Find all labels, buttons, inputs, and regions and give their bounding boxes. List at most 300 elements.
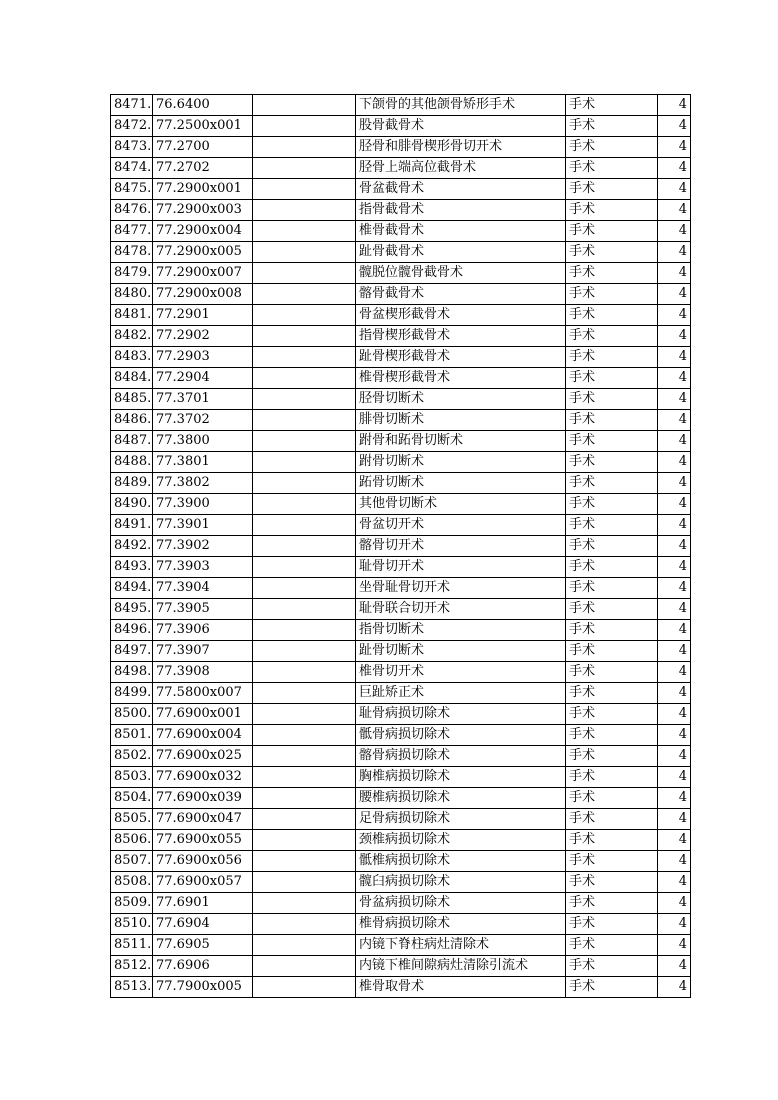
row-sequence-number: 8510.	[111, 914, 153, 935]
procedure-name: 颈椎病损切除术	[356, 830, 566, 851]
row-sequence-number: 8498.	[111, 662, 153, 683]
procedure-code: 77.2900x001	[153, 179, 253, 200]
procedure-name: 跗骨切断术	[356, 452, 566, 473]
extension-code	[253, 620, 356, 641]
procedure-name: 坐骨耻骨切开术	[356, 578, 566, 599]
extension-code	[253, 158, 356, 179]
procedure-code: 77.6905	[153, 935, 253, 956]
procedure-type: 手术	[566, 158, 658, 179]
extension-code	[253, 746, 356, 767]
table-row	[111, 179, 691, 200]
procedure-name: 耻骨病损切除术	[356, 704, 566, 725]
table-row	[111, 977, 691, 998]
surgery-level: 4	[658, 368, 691, 389]
surgery-level: 4	[658, 494, 691, 515]
procedure-type: 手术	[566, 557, 658, 578]
table-row	[111, 263, 691, 284]
table-row	[111, 368, 691, 389]
surgery-level: 4	[658, 683, 691, 704]
procedure-type: 手术	[566, 641, 658, 662]
surgery-level: 4	[658, 431, 691, 452]
procedure-code: 77.5800x007	[153, 683, 253, 704]
procedure-code: 77.6900x025	[153, 746, 253, 767]
procedure-name: 椎骨截骨术	[356, 221, 566, 242]
surgery-level: 4	[658, 725, 691, 746]
extension-code	[253, 557, 356, 578]
table-row	[111, 221, 691, 242]
extension-code	[253, 788, 356, 809]
row-sequence-number: 8492.	[111, 536, 153, 557]
procedure-code: 77.2700	[153, 137, 253, 158]
table-row	[111, 431, 691, 452]
table-row	[111, 389, 691, 410]
table-row	[111, 704, 691, 725]
row-sequence-number: 8481.	[111, 305, 153, 326]
extension-code	[253, 515, 356, 536]
table-row	[111, 599, 691, 620]
procedure-name: 内镜下脊柱病灶清除术	[356, 935, 566, 956]
procedure-type: 手术	[566, 473, 658, 494]
row-sequence-number: 8496.	[111, 620, 153, 641]
extension-code	[253, 452, 356, 473]
surgery-level: 4	[658, 200, 691, 221]
extension-code	[253, 578, 356, 599]
table-row	[111, 95, 691, 116]
extension-code	[253, 473, 356, 494]
procedure-code: 77.3905	[153, 599, 253, 620]
surgery-level: 4	[658, 389, 691, 410]
procedure-type: 手术	[566, 977, 658, 998]
procedure-code: 77.6900x032	[153, 767, 253, 788]
procedure-code: 77.3901	[153, 515, 253, 536]
procedure-code: 77.2500x001	[153, 116, 253, 137]
row-sequence-number: 8493.	[111, 557, 153, 578]
procedure-name: 耻骨联合切开术	[356, 599, 566, 620]
procedure-type: 手术	[566, 830, 658, 851]
extension-code	[253, 221, 356, 242]
row-sequence-number: 8489.	[111, 473, 153, 494]
procedure-name: 指骨楔形截骨术	[356, 326, 566, 347]
surgery-level: 4	[658, 305, 691, 326]
extension-code	[253, 368, 356, 389]
procedure-name: 胫骨切断术	[356, 389, 566, 410]
procedure-name: 胫骨和腓骨楔形骨切开术	[356, 137, 566, 158]
procedure-type: 手术	[566, 893, 658, 914]
extension-code	[253, 284, 356, 305]
surgery-level: 4	[658, 599, 691, 620]
procedure-type: 手术	[566, 242, 658, 263]
procedure-type: 手术	[566, 410, 658, 431]
row-sequence-number: 8480.	[111, 284, 153, 305]
row-sequence-number: 8511.	[111, 935, 153, 956]
procedure-code: 77.2901	[153, 305, 253, 326]
procedure-name: 髋脱位髋骨截骨术	[356, 263, 566, 284]
row-sequence-number: 8474.	[111, 158, 153, 179]
procedure-code: 77.3903	[153, 557, 253, 578]
table-row	[111, 914, 691, 935]
row-sequence-number: 8472.	[111, 116, 153, 137]
surgery-level: 4	[658, 284, 691, 305]
procedure-code: 77.3904	[153, 578, 253, 599]
table-row	[111, 746, 691, 767]
procedure-name: 骨盆切开术	[356, 515, 566, 536]
extension-code	[253, 662, 356, 683]
table-row	[111, 641, 691, 662]
table-row	[111, 515, 691, 536]
surgery-level: 4	[658, 893, 691, 914]
table-row	[111, 809, 691, 830]
procedure-code: 77.7900x005	[153, 977, 253, 998]
procedure-name: 内镜下椎间隙病灶清除引流术	[356, 956, 566, 977]
procedure-type: 手术	[566, 389, 658, 410]
procedure-name: 下颌骨的其他颌骨矫形手术	[356, 95, 566, 116]
procedure-name: 跗骨和跖骨切断术	[356, 431, 566, 452]
surgery-level: 4	[658, 557, 691, 578]
table-row	[111, 473, 691, 494]
procedure-name: 椎骨取骨术	[356, 977, 566, 998]
table-row	[111, 284, 691, 305]
procedure-type: 手术	[566, 851, 658, 872]
procedure-code: 77.3701	[153, 389, 253, 410]
extension-code	[253, 200, 356, 221]
procedure-code: 77.2900x003	[153, 200, 253, 221]
surgery-level: 4	[658, 452, 691, 473]
surgery-level: 4	[658, 830, 691, 851]
surgery-level: 4	[658, 956, 691, 977]
table-row	[111, 326, 691, 347]
row-sequence-number: 8476.	[111, 200, 153, 221]
extension-code	[253, 242, 356, 263]
procedure-type: 手术	[566, 746, 658, 767]
procedure-name: 椎骨病损切除术	[356, 914, 566, 935]
surgery-level: 4	[658, 578, 691, 599]
procedure-code: 77.2904	[153, 368, 253, 389]
table-row	[111, 935, 691, 956]
procedure-name: 指骨截骨术	[356, 200, 566, 221]
row-sequence-number: 8495.	[111, 599, 153, 620]
extension-code	[253, 893, 356, 914]
table-row	[111, 557, 691, 578]
procedure-type: 手术	[566, 809, 658, 830]
procedure-type: 手术	[566, 326, 658, 347]
procedure-code: 77.6900x056	[153, 851, 253, 872]
procedure-name: 耻骨切开术	[356, 557, 566, 578]
procedure-name: 骨盆病损切除术	[356, 893, 566, 914]
row-sequence-number: 8471.	[111, 95, 153, 116]
procedure-type: 手术	[566, 179, 658, 200]
surgery-level: 4	[658, 914, 691, 935]
row-sequence-number: 8484.	[111, 368, 153, 389]
extension-code	[253, 956, 356, 977]
procedure-type: 手术	[566, 578, 658, 599]
row-sequence-number: 8473.	[111, 137, 153, 158]
row-sequence-number: 8490.	[111, 494, 153, 515]
extension-code	[253, 536, 356, 557]
table-row	[111, 893, 691, 914]
table-row	[111, 305, 691, 326]
procedure-name: 骨盆截骨术	[356, 179, 566, 200]
procedure-code: 77.2900x008	[153, 284, 253, 305]
row-sequence-number: 8478.	[111, 242, 153, 263]
procedure-code: 77.6900x004	[153, 725, 253, 746]
surgery-level: 4	[658, 473, 691, 494]
row-sequence-number: 8504.	[111, 788, 153, 809]
procedure-type: 手术	[566, 515, 658, 536]
procedure-type: 手术	[566, 599, 658, 620]
table-row	[111, 410, 691, 431]
row-sequence-number: 8512.	[111, 956, 153, 977]
surgery-level: 4	[658, 872, 691, 893]
row-sequence-number: 8507.	[111, 851, 153, 872]
table-row	[111, 788, 691, 809]
procedure-type: 手术	[566, 788, 658, 809]
procedure-type: 手术	[566, 725, 658, 746]
table-row	[111, 851, 691, 872]
extension-code	[253, 914, 356, 935]
procedure-name: 腓骨切断术	[356, 410, 566, 431]
procedure-name: 骶椎病损切除术	[356, 851, 566, 872]
surgery-level: 4	[658, 221, 691, 242]
procedure-code: 77.2900x007	[153, 263, 253, 284]
procedure-type: 手术	[566, 116, 658, 137]
procedure-type: 手术	[566, 368, 658, 389]
row-sequence-number: 8491.	[111, 515, 153, 536]
extension-code	[253, 851, 356, 872]
procedure-name: 椎骨楔形截骨术	[356, 368, 566, 389]
surgery-level: 4	[658, 809, 691, 830]
table-row	[111, 578, 691, 599]
surgery-level: 4	[658, 179, 691, 200]
table-row	[111, 620, 691, 641]
surgery-level: 4	[658, 326, 691, 347]
row-sequence-number: 8499.	[111, 683, 153, 704]
procedure-type: 手术	[566, 662, 658, 683]
procedure-type: 手术	[566, 263, 658, 284]
row-sequence-number: 8508.	[111, 872, 153, 893]
surgery-level: 4	[658, 137, 691, 158]
extension-code	[253, 137, 356, 158]
surgery-level: 4	[658, 536, 691, 557]
extension-code	[253, 977, 356, 998]
procedure-code: 77.2900x005	[153, 242, 253, 263]
extension-code	[253, 830, 356, 851]
procedure-type: 手术	[566, 452, 658, 473]
extension-code	[253, 116, 356, 137]
procedure-type: 手术	[566, 305, 658, 326]
procedure-code: 77.3902	[153, 536, 253, 557]
procedure-code: 77.6900x039	[153, 788, 253, 809]
row-sequence-number: 8488.	[111, 452, 153, 473]
extension-code	[253, 389, 356, 410]
procedure-type: 手术	[566, 956, 658, 977]
row-sequence-number: 8505.	[111, 809, 153, 830]
table-row	[111, 830, 691, 851]
row-sequence-number: 8477.	[111, 221, 153, 242]
procedure-code: 77.2902	[153, 326, 253, 347]
extension-code	[253, 683, 356, 704]
procedure-code: 77.3800	[153, 431, 253, 452]
surgery-level: 4	[658, 746, 691, 767]
table-row	[111, 242, 691, 263]
row-sequence-number: 8486.	[111, 410, 153, 431]
procedure-code: 77.2702	[153, 158, 253, 179]
procedure-name: 髂骨病损切除术	[356, 746, 566, 767]
procedure-code: 77.6906	[153, 956, 253, 977]
procedure-code: 77.3908	[153, 662, 253, 683]
procedure-code: 77.6901	[153, 893, 253, 914]
procedure-code: 76.6400	[153, 95, 253, 116]
procedure-type: 手术	[566, 284, 658, 305]
procedure-type: 手术	[566, 620, 658, 641]
procedure-type: 手术	[566, 347, 658, 368]
extension-code	[253, 305, 356, 326]
procedure-type: 手术	[566, 935, 658, 956]
row-sequence-number: 8479.	[111, 263, 153, 284]
row-sequence-number: 8501.	[111, 725, 153, 746]
extension-code	[253, 95, 356, 116]
procedure-code: 77.3801	[153, 452, 253, 473]
row-sequence-number: 8494.	[111, 578, 153, 599]
procedure-code: 77.2903	[153, 347, 253, 368]
row-sequence-number: 8485.	[111, 389, 153, 410]
procedure-code: 77.3907	[153, 641, 253, 662]
table-row	[111, 452, 691, 473]
extension-code	[253, 326, 356, 347]
table-row	[111, 200, 691, 221]
procedure-type: 手术	[566, 536, 658, 557]
procedure-code: 77.2900x004	[153, 221, 253, 242]
surgery-level: 4	[658, 662, 691, 683]
row-sequence-number: 8513.	[111, 977, 153, 998]
procedure-name: 趾骨截骨术	[356, 242, 566, 263]
procedure-type: 手术	[566, 137, 658, 158]
table-row	[111, 662, 691, 683]
surgery-level: 4	[658, 410, 691, 431]
procedure-type: 手术	[566, 200, 658, 221]
procedure-type: 手术	[566, 431, 658, 452]
extension-code	[253, 809, 356, 830]
row-sequence-number: 8497.	[111, 641, 153, 662]
surgery-level: 4	[658, 977, 691, 998]
extension-code	[253, 179, 356, 200]
procedure-code: 77.3802	[153, 473, 253, 494]
extension-code	[253, 872, 356, 893]
procedure-code: 77.3702	[153, 410, 253, 431]
surgery-level: 4	[658, 515, 691, 536]
procedure-type: 手术	[566, 494, 658, 515]
surgery-level: 4	[658, 347, 691, 368]
surgery-level: 4	[658, 641, 691, 662]
row-sequence-number: 8506.	[111, 830, 153, 851]
table-row	[111, 137, 691, 158]
surgery-level: 4	[658, 788, 691, 809]
procedure-code: 77.6900x047	[153, 809, 253, 830]
table-row	[111, 116, 691, 137]
procedure-code: 77.6900x057	[153, 872, 253, 893]
table-row	[111, 683, 691, 704]
row-sequence-number: 8509.	[111, 893, 153, 914]
procedure-name: 跖骨切断术	[356, 473, 566, 494]
surgery-level: 4	[658, 263, 691, 284]
surgery-level: 4	[658, 935, 691, 956]
extension-code	[253, 641, 356, 662]
extension-code	[253, 263, 356, 284]
procedure-name: 椎骨切开术	[356, 662, 566, 683]
table-row	[111, 872, 691, 893]
procedure-name: 骨盆楔形截骨术	[356, 305, 566, 326]
table-row	[111, 536, 691, 557]
extension-code	[253, 410, 356, 431]
procedure-code: 77.6904	[153, 914, 253, 935]
surgery-level: 4	[658, 158, 691, 179]
procedure-name: 胸椎病损切除术	[356, 767, 566, 788]
procedure-name: 其他骨切断术	[356, 494, 566, 515]
row-sequence-number: 8487.	[111, 431, 153, 452]
procedure-type: 手术	[566, 95, 658, 116]
procedure-code: 77.6900x055	[153, 830, 253, 851]
extension-code	[253, 494, 356, 515]
extension-code	[253, 935, 356, 956]
procedure-name: 腰椎病损切除术	[356, 788, 566, 809]
procedure-type: 手术	[566, 221, 658, 242]
procedure-name: 股骨截骨术	[356, 116, 566, 137]
procedure-name: 髂骨切开术	[356, 536, 566, 557]
table-row	[111, 347, 691, 368]
table-row	[111, 956, 691, 977]
table-body	[111, 95, 691, 998]
surgery-level: 4	[658, 767, 691, 788]
surgery-level: 4	[658, 620, 691, 641]
row-sequence-number: 8500.	[111, 704, 153, 725]
extension-code	[253, 431, 356, 452]
table-row	[111, 767, 691, 788]
row-sequence-number: 8482.	[111, 326, 153, 347]
procedure-name: 趾骨楔形截骨术	[356, 347, 566, 368]
extension-code	[253, 347, 356, 368]
extension-code	[253, 704, 356, 725]
surgery-level: 4	[658, 242, 691, 263]
procedure-type: 手术	[566, 872, 658, 893]
surgery-level: 4	[658, 851, 691, 872]
row-sequence-number: 8475.	[111, 179, 153, 200]
surgery-level: 4	[658, 95, 691, 116]
procedure-name: 髋臼病损切除术	[356, 872, 566, 893]
procedure-code-table	[110, 94, 691, 998]
procedure-type: 手术	[566, 767, 658, 788]
procedure-code: 77.3900	[153, 494, 253, 515]
row-sequence-number: 8503.	[111, 767, 153, 788]
procedure-name: 指骨切断术	[356, 620, 566, 641]
surgery-level: 4	[658, 116, 691, 137]
procedure-name: 胫骨上端高位截骨术	[356, 158, 566, 179]
extension-code	[253, 599, 356, 620]
procedure-name: 髂骨截骨术	[356, 284, 566, 305]
procedure-type: 手术	[566, 914, 658, 935]
procedure-type: 手术	[566, 683, 658, 704]
procedure-name: 趾骨切断术	[356, 641, 566, 662]
row-sequence-number: 8483.	[111, 347, 153, 368]
procedure-name: 足骨病损切除术	[356, 809, 566, 830]
table-row	[111, 725, 691, 746]
extension-code	[253, 767, 356, 788]
table-row	[111, 158, 691, 179]
table-row	[111, 494, 691, 515]
procedure-name: 骶骨病损切除术	[356, 725, 566, 746]
procedure-code: 77.6900x001	[153, 704, 253, 725]
procedure-name: 巨趾矫正术	[356, 683, 566, 704]
row-sequence-number: 8502.	[111, 746, 153, 767]
surgery-level: 4	[658, 704, 691, 725]
